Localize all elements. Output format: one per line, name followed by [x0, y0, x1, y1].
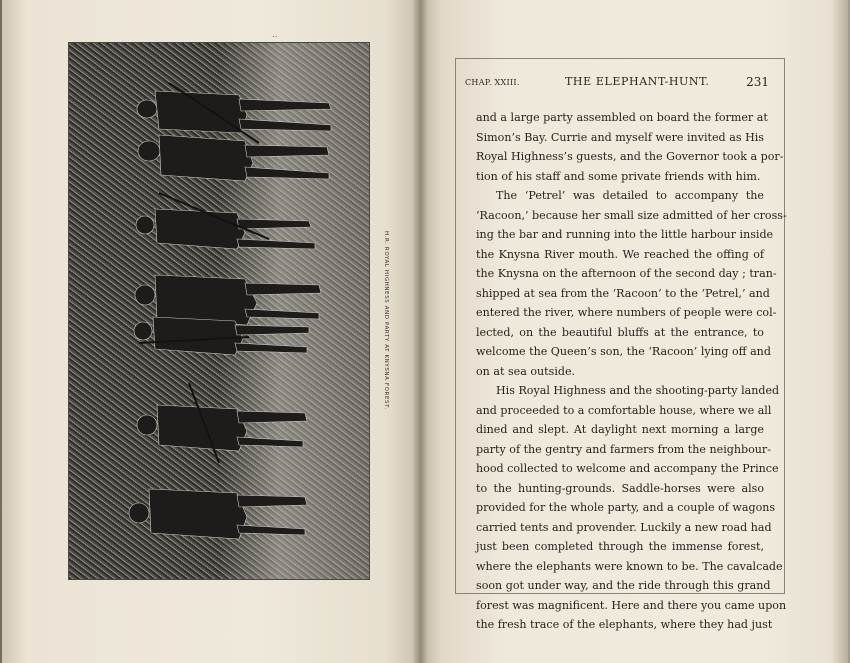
figure-6 [137, 405, 307, 451]
text-line: entered the river, where numbers of people were col- [476, 306, 777, 319]
text-line: provided for the whole party, and a couple of wagons [476, 501, 776, 514]
text-line: ing the bar and running into the little harbour inside [476, 228, 774, 241]
figure-2 [138, 135, 329, 181]
text-line: tion of his staff and some private friends with him. [476, 169, 761, 183]
text-line: shipped at sea from the ‘Racoon’ to the ‘Petrel,’ and [476, 286, 770, 300]
text-line: carried tents and provender. Luckily a new road had [476, 520, 772, 534]
text-line: forest was magnificent. Here and there you came upon [476, 598, 787, 612]
chapter-label: CHAP. XXIII. [465, 78, 520, 87]
chapter-title: THE ELEPHANT-HUNT. [565, 75, 710, 88]
text-line: to the hunting-grounds. Saddle-horses were also [476, 481, 764, 495]
book-gutter [412, 0, 428, 663]
figure-5 [134, 317, 309, 355]
text-line: welcome the Queen’s son, the ‘Racoon’ lying off and [476, 345, 771, 358]
printer-marks: ‥ [272, 30, 278, 39]
text-line: party of the gentry and farmers from the neighbour- [476, 442, 771, 456]
text-line: the fresh trace of the elephants, where they had just [476, 618, 773, 631]
page-number: 231 [746, 75, 769, 89]
body-text [476, 108, 787, 635]
text-line: on at sea outside. [476, 364, 576, 378]
text-line: and a large party assembled on board the former at [476, 111, 768, 124]
text-line: Simon’s Bay. Currie and myself were invited as His [476, 130, 764, 144]
text-line: dined and slept. At daylight next morning a large [476, 423, 764, 436]
text-line: ‘Racoon,’ because her small size admitted of her cross- [476, 208, 787, 222]
figure-3 [136, 209, 315, 249]
text-line: and proceeded to a comfortable house, where we all [476, 403, 772, 417]
text-line: hood collected to welcome and accompany the Prince [476, 462, 779, 475]
hunting-party-figures [69, 43, 369, 579]
text-line: the Knysna on the afternoon of the second day ; tran- [476, 267, 777, 280]
text-line: lected, on the beautiful bluffs at the entrance, to [476, 325, 764, 339]
plate-caption: H.R. ROYAL HIGHNESS AND PARTY AT KNYSNA FOREST. [383, 230, 389, 410]
text-line: Royal Highness’s guests, and the Governor took a por- [476, 150, 784, 163]
text-line: The ‘Petrel’ was detailed to accompany the [496, 189, 764, 202]
text-line: soon got under way, and the ride through this grand [476, 579, 771, 592]
running-head [465, 75, 775, 91]
text-line: where the elephants were known to be. The cavalcade [476, 559, 783, 573]
figure-7 [129, 489, 307, 539]
text-line: His Royal Highness and the shooting-party landed [496, 384, 780, 397]
text-line: just been completed through the immense forest, [476, 540, 764, 553]
engraved-plate-illustration [68, 42, 370, 580]
text-line: the Knysna River mouth. We reached the offing of [476, 247, 764, 261]
